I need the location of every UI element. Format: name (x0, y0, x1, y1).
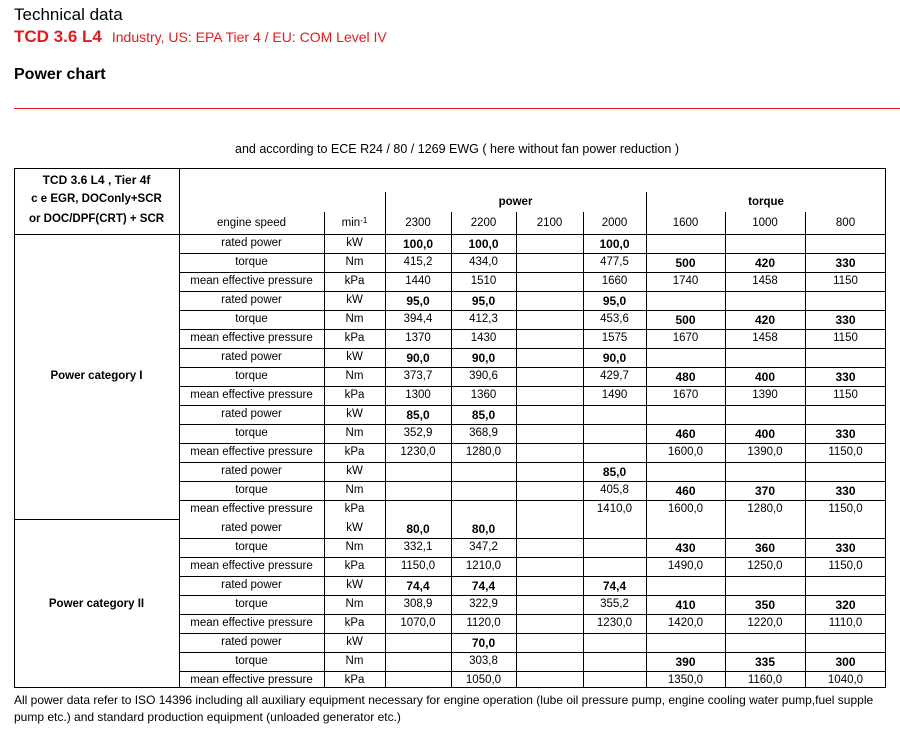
speed-header-2000: 2000 (601, 217, 628, 230)
power-chart-table (14, 168, 886, 688)
table-cell: 1350,0 (667, 673, 704, 686)
row-unit: kW (346, 521, 363, 534)
speed-header-1000: 1000 (752, 217, 778, 230)
table-cell: 1390 (752, 388, 778, 401)
table-cell: 477,5 (600, 255, 629, 268)
table-cell: 1740 (672, 274, 699, 287)
table-cell: 1370 (405, 331, 431, 344)
table-cell: 1575 (601, 331, 628, 344)
table-cell: 390 (675, 654, 696, 669)
row-unit: Nm (345, 654, 364, 667)
speed-header-2200: 2200 (470, 217, 497, 230)
table-cell: 1150 (833, 274, 858, 287)
table-cell: 347,2 (469, 540, 498, 553)
row-label: torque (235, 540, 268, 553)
table-cell: 352,9 (403, 426, 433, 439)
table-cell: 1458 (752, 274, 778, 287)
speed-unit: min -1 (341, 216, 368, 230)
row-unit: kPa (344, 331, 365, 344)
chart-title: Power chart (14, 66, 106, 83)
group-header-torque: torque (748, 196, 784, 209)
row-unit: Nm (345, 255, 364, 268)
category-label: Power category II (48, 597, 145, 610)
table-cell: 1670 (672, 388, 699, 401)
table-cell: 1160,0 (747, 673, 783, 686)
footnote: All power data refer to ISO 14396 including all auxiliary equipment necessary for engine operation (lube oil pressure pump, engine cooling water pump,fuel supple pump etc.) and standard production equipment (unloaded generator etc.) (14, 693, 874, 724)
table-cell: 1510 (470, 274, 497, 287)
table-cell: 412,3 (469, 312, 498, 325)
table-cell: 355,2 (600, 597, 629, 610)
table-cell: 420 (754, 255, 776, 270)
table-cell: 330 (835, 540, 856, 555)
row-label: rated power (221, 236, 282, 249)
table-cell: 1440 (405, 274, 431, 287)
table-cell: 1150,0 (828, 559, 863, 572)
row-unit: kPa (344, 673, 365, 686)
row-unit: Nm (345, 312, 364, 325)
speed-header-1600: 1600 (672, 217, 699, 230)
table-cell: 429,7 (600, 369, 629, 382)
speed-header-800: 800 (835, 217, 856, 230)
table-cell: 1670 (672, 331, 699, 344)
table-cell: 453,6 (600, 312, 629, 325)
row-unit: kW (346, 407, 363, 420)
row-label: torque (235, 654, 268, 667)
row-unit: Nm (345, 483, 364, 496)
table-cell: 85,0 (406, 407, 430, 422)
row-label: torque (235, 312, 268, 325)
table-cell: 320 (835, 597, 856, 612)
table-cell: 95,0 (406, 293, 430, 308)
row-unit: kW (346, 464, 363, 477)
table-cell: 1280,0 (747, 502, 783, 515)
row-label: torque (235, 426, 268, 439)
table-cell: 1210,0 (465, 559, 502, 572)
row-label: rated power (221, 578, 282, 591)
row-label: mean effective pressure (190, 331, 313, 344)
table-cell: 460 (675, 426, 696, 441)
table-cell: 90,0 (471, 350, 496, 365)
table-cell: 1220,0 (747, 616, 783, 629)
row-label: rated power (221, 464, 282, 477)
row-label: mean effective pressure (190, 388, 313, 401)
table-cell: 400 (754, 369, 776, 384)
row-unit: Nm (345, 597, 364, 610)
model-line (14, 27, 387, 47)
table-cell: 330 (835, 426, 856, 441)
table-cell: 1070,0 (400, 616, 436, 629)
row-label: torque (235, 369, 268, 382)
row-label: rated power (221, 293, 282, 306)
row-label: rated power (221, 635, 282, 648)
table-cell: 405,8 (600, 483, 629, 496)
table-cell: 100,0 (402, 236, 434, 251)
table-cell: 420 (754, 312, 776, 327)
row-label: rated power (221, 350, 282, 363)
table-cell: 80,0 (406, 521, 430, 536)
table-cell: 415,2 (403, 255, 433, 268)
table-cell: 1040,0 (827, 673, 864, 686)
table-cell: 1150,0 (400, 559, 436, 572)
table-cell: 85,0 (471, 407, 496, 422)
table-cell: 308,9 (403, 597, 433, 610)
row-unit: Nm (345, 369, 364, 382)
table-cell: 335 (754, 654, 776, 669)
row-unit: Nm (345, 540, 364, 553)
corner-line-2: c e EGR, DOConly+SCR (31, 193, 162, 206)
table-cell: 1300 (405, 388, 431, 401)
table-cell: 1150 (833, 388, 858, 401)
corner-line-3: or DOC/DPF(CRT) + SCR (28, 213, 165, 226)
table-cell: 1430 (470, 331, 497, 344)
table-cell: 1230,0 (400, 445, 436, 458)
table-cell: 1230,0 (596, 616, 633, 629)
table-cell: 1250,0 (747, 559, 783, 572)
table-cell: 303,8 (469, 654, 498, 667)
table-cell: 1420,0 (667, 616, 704, 629)
table-cell: 332,1 (403, 540, 433, 553)
row-unit: kW (346, 350, 363, 363)
table-cell: 85,0 (602, 464, 627, 479)
table-cell: 434,0 (469, 255, 498, 268)
table-cell: 330 (835, 255, 856, 270)
table-cell: 480 (675, 369, 696, 384)
table-cell: 460 (675, 483, 696, 498)
table-cell: 1110,0 (828, 616, 863, 629)
row-unit: kPa (344, 616, 365, 629)
table-cell: 500 (675, 255, 696, 270)
red-divider (14, 108, 900, 109)
table-cell: 300 (835, 654, 856, 669)
table-cell: 100,0 (468, 236, 499, 251)
table-cell: 74,4 (406, 578, 430, 593)
row-label: rated power (221, 521, 282, 534)
table-cell: 350 (754, 597, 776, 612)
row-unit: kPa (344, 388, 365, 401)
table-cell: 360 (754, 540, 776, 555)
table-cell: 1120,0 (466, 616, 501, 629)
speed-header-2300: 2300 (405, 217, 431, 230)
table-cell: 410 (675, 597, 696, 612)
table-cell: 1410,0 (596, 502, 633, 515)
row-unit: kPa (344, 274, 365, 287)
row-label: rated power (221, 407, 282, 420)
table-cell: 400 (754, 426, 776, 441)
table-cell: 1150,0 (828, 445, 863, 458)
table-cell: 1050,0 (465, 673, 502, 686)
table-cell: 80,0 (471, 521, 496, 536)
ece-note: and according to ECE R24 / 80 / 1269 EWG ( here without fan power reduction ) (235, 142, 679, 156)
table-cell: 430 (675, 540, 696, 555)
table-cell: 90,0 (406, 350, 430, 365)
group-header-power: power (498, 196, 533, 209)
table-cell: 70,0 (471, 635, 496, 650)
row-label: mean effective pressure (190, 502, 313, 515)
table-cell: 74,4 (471, 578, 496, 593)
certification-text: Industry, US: EPA Tier 4 / EU: COM Level IV (111, 29, 387, 45)
table-cell: 1150,0 (828, 502, 863, 515)
table-cell: 74,4 (602, 578, 627, 593)
table-cell: 1600,0 (667, 502, 704, 515)
row-label: torque (235, 597, 268, 610)
document-title: Technical data (14, 5, 123, 24)
row-unit: kPa (344, 559, 365, 572)
table-cell: 90,0 (602, 350, 627, 365)
table-cell: 1600,0 (667, 445, 704, 458)
engine-model: TCD 3.6 L4 (14, 27, 102, 46)
corner-title: TCD 3.6 L4 , Tier 4f (42, 173, 151, 187)
row-label: mean effective pressure (190, 673, 313, 686)
table-cell: 1360 (470, 388, 497, 401)
table-cell: 1280,0 (465, 445, 502, 458)
table-cell: 100,0 (599, 236, 630, 251)
row-label: torque (235, 483, 268, 496)
row-label: torque (235, 255, 268, 268)
row-label: mean effective pressure (190, 616, 313, 629)
row-label: mean effective pressure (190, 274, 313, 287)
table-cell: 500 (675, 312, 696, 327)
table-cell: 1390,0 (747, 445, 783, 458)
row-unit: kW (346, 635, 363, 648)
table-cell: 330 (835, 312, 856, 327)
row-unit: kPa (344, 445, 365, 458)
table-cell: 1490,0 (667, 559, 704, 572)
row-unit: kW (346, 578, 363, 591)
row-unit: kW (346, 236, 363, 249)
row-unit: kW (346, 293, 363, 306)
table-cell: 1458 (752, 331, 778, 344)
table-cell: 370 (754, 483, 776, 498)
table-cell: 390,6 (469, 369, 498, 382)
speed-header-2100: 2100 (536, 217, 563, 230)
table-cell: 330 (835, 369, 856, 384)
engine-speed-label: engine speed (216, 217, 287, 230)
table-cell: 368,9 (469, 426, 498, 439)
table-cell: 330 (835, 483, 856, 498)
row-unit: kPa (344, 502, 365, 515)
row-unit: Nm (345, 426, 364, 439)
table-cell: 322,9 (469, 597, 498, 610)
table-cell: 1150 (833, 331, 858, 344)
speed-unit-exponent: -1 (360, 216, 368, 225)
table-cell: 373,7 (403, 369, 433, 382)
row-label: mean effective pressure (190, 559, 313, 572)
table-cell: 394,4 (403, 312, 433, 325)
table-cell: 95,0 (602, 293, 627, 308)
row-label: mean effective pressure (190, 445, 313, 458)
table-cell: 95,0 (471, 293, 496, 308)
table-cell: 1660 (601, 274, 628, 287)
table-cell: 1490 (601, 388, 628, 401)
category-label: Power category I (50, 369, 143, 382)
